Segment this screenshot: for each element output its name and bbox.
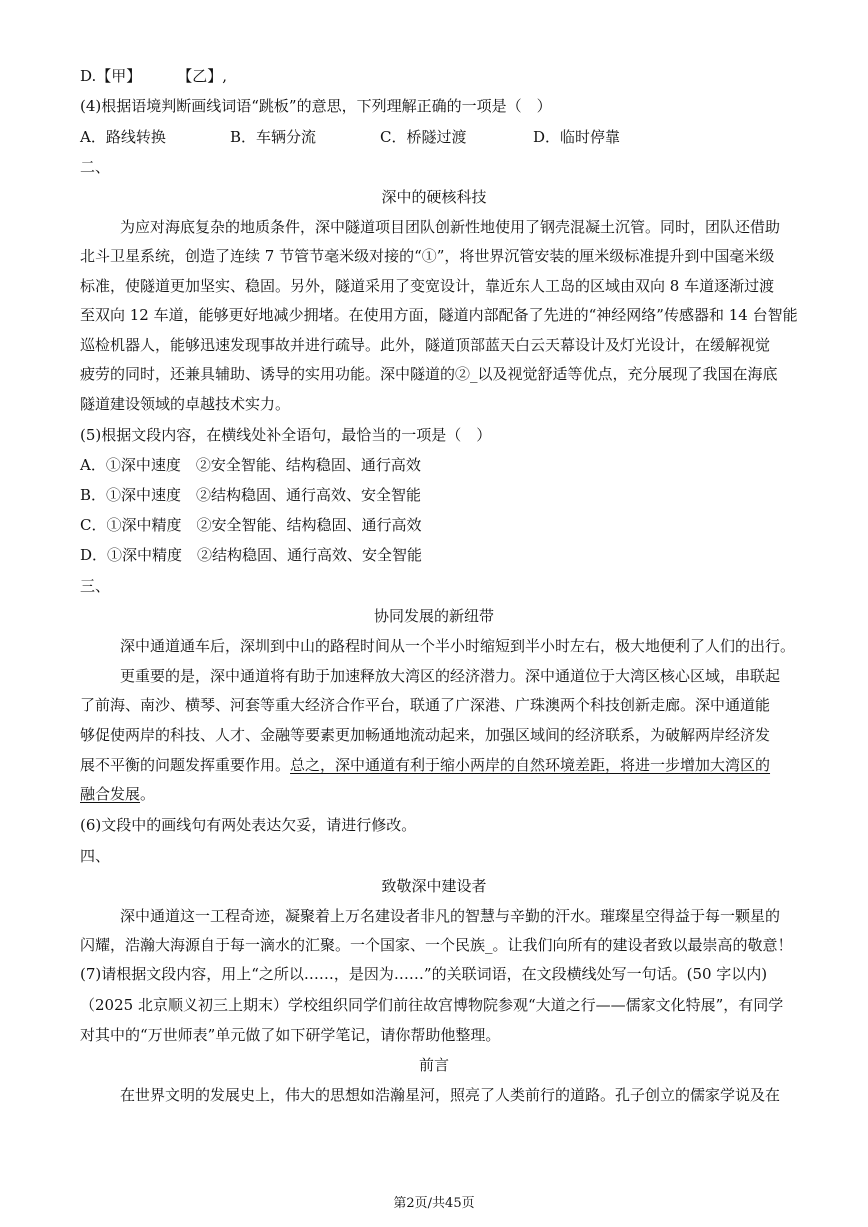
q5-stem: (5)根据文段内容，在横线处补全语句，最恰当的一项是（ ）	[80, 426, 492, 444]
section2-number: 二、	[80, 158, 111, 176]
section2-line: 为应对海底复杂的地质条件，深中隧道项目团队创新性地使用了钢壳混凝土沉管。同时，团队还借助	[120, 218, 781, 236]
section3-line-underlined-end	[80, 784, 155, 804]
section4-number: 四、	[80, 847, 111, 865]
section4-line: 闪耀，浩瀚大海源自于每一滴水的汇聚。一个国家、一个民族_。让我们向所有的建设者致以最崇高的敬意！	[80, 936, 793, 954]
section2-line: 至双向 12 车道，能够更好地减少拥堵。在使用方面，隧道内部配备了先进的“神经网络”传感器和 14 台智能	[80, 306, 798, 324]
option-d-part-b: 【乙】,	[177, 67, 228, 85]
q6-stem: (6)文段中的画线句有两处表达欠妥，请进行修改。	[80, 816, 417, 834]
next-question-line: 对其中的“万世师表”单元做了如下研学笔记，请你帮助他整理。	[80, 1026, 501, 1044]
section3-line: 了前海、南沙、横琴、河套等重大经济合作平台，联通了广深港、广珠澳两个科技创新走廊。深中通道能	[80, 696, 771, 714]
section3-line-underlined	[80, 755, 770, 775]
section2-line: 隧道建设领域的卓越技术实力。	[80, 395, 291, 413]
next-question-line: （2025 北京顺义初三上期末）学校组织同学们前往故宫博物院参观“大道之行——儒家文化特展”，有同学	[80, 996, 784, 1014]
q5-option-a: A．①深中速度 ②安全智能、结构稳固、通行高效	[80, 456, 421, 474]
section2-line: 北斗卫星系统，创造了连续 7 节管节毫米级对接的“①”，将世界沉管安装的厘米级标准提升到中国毫米级	[80, 247, 775, 265]
section2-line: 巡检机器人，能够迅速发现事故并进行疏导。此外，隧道顶部蓝天白云天幕设计及灯光设计，在缓解视觉	[80, 336, 771, 354]
q4-stem: (4)根据语境判断画线词语“跳板”的意思，下列理解正确的一项是（ ）	[80, 97, 552, 115]
q4-option-c: C．桥隧过渡	[380, 128, 467, 146]
q4-option-d: D．临时停靠	[533, 128, 621, 146]
section3-tail: 。	[140, 785, 156, 803]
preface-title: 前言	[418, 1056, 449, 1074]
q5-option-d: D．①深中精度 ②结构稳固、通行高效、安全智能	[80, 546, 423, 564]
underlined-sentence-end: 融合发展	[80, 785, 141, 803]
section3-plain-text: 展不平衡的问题发挥重要作用。	[80, 756, 291, 774]
q4-option-b: B．车辆分流	[230, 128, 317, 146]
q5-option-c: C．①深中精度 ②安全智能、结构稳固、通行高效	[80, 516, 422, 534]
q7-stem: (7)请根据文段内容，用上“之所以……，是因为……”的关联词语，在文段横线处写一句话。(50 字以内)	[80, 965, 768, 983]
section4-line: 深中通道这一工程奇迹，凝聚着上万名建设者非凡的智慧与辛勤的汗水。璀璨星空得益于每一颗星的	[120, 907, 781, 925]
section3-line: 深中通道通车后，深圳到中山的路程时间从一个半小时缩短到半小时左右，极大地便利了人们的出行。	[120, 637, 796, 655]
section3-line: 更重要的是，深中通道将有助于加速释放大湾区的经济潜力。深中通道位于大湾区核心区域，串联起	[120, 667, 781, 685]
section3-title: 协同发展的新纽带	[373, 607, 494, 625]
preface-line: 在世界文明的发展史上，伟大的思想如浩瀚星河，照亮了人类前行的道路。孔子创立的儒家学说及在	[120, 1086, 781, 1104]
option-d-part-a: D.【甲】	[80, 67, 142, 85]
section3-number: 三、	[80, 577, 111, 595]
section4-title: 致敬深中建设者	[381, 877, 487, 895]
underlined-sentence: 总之，深中通道有利于缩小两岸的自然环境差距，将进一步增加大湾区的	[290, 756, 771, 774]
q5-option-b: B．①深中速度 ②结构稳固、通行高效、安全智能	[80, 486, 422, 504]
section3-line: 够促使两岸的科技、人才、金融等要素更加畅通地流动起来，加强区域间的经济联系，为破解两岸经济发	[80, 726, 771, 744]
section2-line: 疲劳的同时，还兼具辅助、诱导的实用功能。深中隧道的②_以及视觉舒适等优点，充分展现了我国在海底	[80, 365, 778, 383]
section2-line: 标准，使隧道更加坚实、稳固。另外，隧道采用了变宽设计，靠近东人工岛的区域由双向 8 车道逐渐过渡	[80, 277, 775, 295]
option-d-prev	[80, 66, 227, 86]
section2-title: 深中的硬核科技	[381, 188, 487, 206]
q4-option-a: A．路线转换	[80, 128, 166, 146]
page-number: 第2页/共45页	[393, 1196, 475, 1211]
